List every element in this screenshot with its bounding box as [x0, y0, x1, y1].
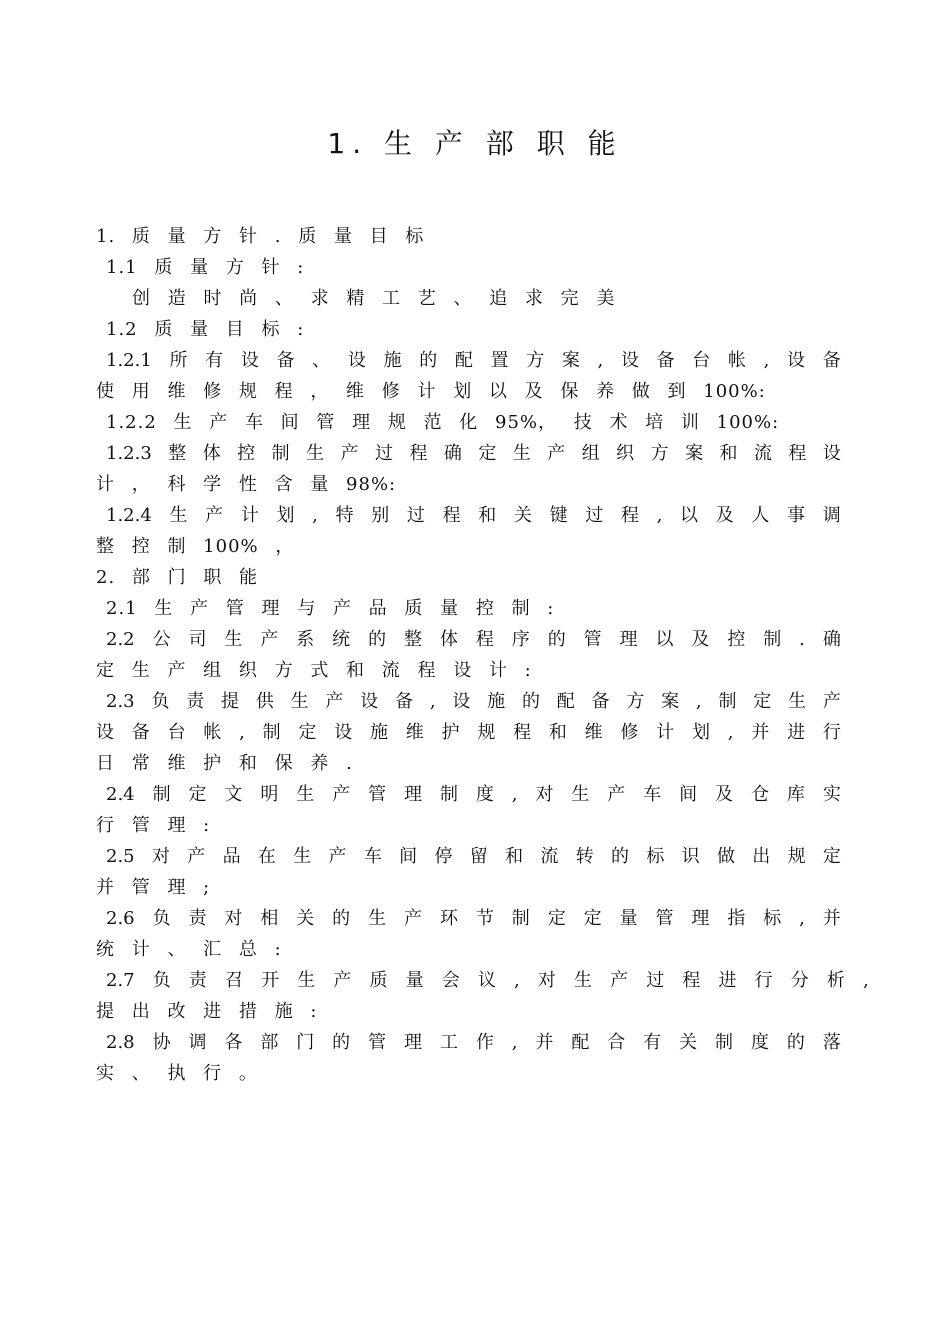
text-token: 的	[786, 1032, 805, 1053]
text-token: 计	[656, 722, 675, 743]
text-token: 并	[535, 1032, 554, 1053]
text-token: 合	[607, 1032, 626, 1053]
text-token: 统	[332, 629, 351, 650]
text-token: 停	[434, 846, 453, 867]
text-token: 间	[679, 784, 698, 805]
text-token: 体	[439, 629, 458, 650]
text-token: 的	[332, 1032, 351, 1053]
text-token: 指	[727, 908, 746, 929]
text-token: 产	[333, 970, 352, 991]
text-token: 制	[271, 443, 290, 464]
text-token: 的	[521, 691, 540, 712]
text-token: 分	[790, 970, 809, 991]
text-token: 流	[753, 443, 772, 464]
text-token: 别	[371, 505, 390, 526]
text-token: 落	[822, 1032, 841, 1053]
text-token: 及	[691, 629, 710, 650]
text-token: 及	[715, 784, 734, 805]
text-token: 护	[441, 722, 460, 743]
text-line: 创 造 时 尚 、 求 精 工 艺 、 追 求 完 美	[132, 288, 616, 309]
text-token: 特	[335, 505, 354, 526]
text-token: 设	[620, 350, 639, 371]
text-token: 生	[512, 443, 531, 464]
text-token: 会	[441, 970, 460, 991]
text-token: 度	[475, 784, 494, 805]
text-token: 设	[96, 722, 114, 743]
text-token: 2.4	[106, 784, 135, 805]
text-token: 键	[549, 505, 568, 526]
text-token: 有	[205, 350, 224, 371]
text-token: 整	[168, 443, 187, 464]
text-token: 并	[751, 722, 770, 743]
text-token: 召	[225, 970, 244, 991]
text-token: 并	[822, 908, 841, 929]
text-token: ,	[514, 970, 520, 991]
text-line: 整 控 制 100% ，	[96, 536, 295, 557]
text-token: 备	[131, 722, 150, 743]
text-token: ,	[597, 350, 604, 371]
text-token: 行	[754, 970, 773, 991]
text-token: 制	[152, 784, 171, 805]
text-line: 并 管 理 ;	[96, 877, 211, 898]
text-token: ,	[312, 505, 318, 526]
text-token: 的	[611, 846, 630, 867]
text-token: 规	[477, 722, 496, 743]
text-token: 产	[610, 970, 629, 991]
text-token: 系	[296, 629, 315, 650]
text-token: 2.8	[106, 1032, 135, 1053]
text-token: 量	[619, 908, 638, 929]
text-line: 定 生 产 组 织 方 式 和 流 程 设 计 :	[96, 660, 532, 681]
text-token: 车	[643, 784, 662, 805]
text-token: 案	[685, 443, 704, 464]
text-token: 生	[571, 784, 590, 805]
text-token: 过	[374, 443, 393, 464]
text-token: 议	[477, 970, 496, 991]
text-token: 有	[643, 1032, 662, 1053]
text-token: ,	[763, 350, 770, 371]
text-token: 维	[584, 722, 603, 743]
text-token: 调	[822, 505, 841, 526]
text-token: 备	[656, 350, 675, 371]
text-token: 库	[786, 784, 805, 805]
text-token: 设	[334, 722, 353, 743]
text-token: 制	[715, 1032, 734, 1053]
text-token: 文	[224, 784, 243, 805]
text-token: 程	[620, 505, 639, 526]
text-line: 使 用 维 修 规 程 ， 维 修 计 划 以 及 保 养 做 到 100%:	[96, 381, 766, 402]
text-token: 方	[626, 691, 645, 712]
text-line	[96, 779, 841, 810]
text-token: 度	[750, 1032, 769, 1053]
text-line	[96, 500, 841, 531]
text-token: 产	[547, 443, 566, 464]
text-token: 产	[340, 443, 359, 464]
text-token: 定	[822, 846, 841, 867]
text-token: 负	[152, 908, 171, 929]
text-token: ,	[239, 722, 245, 743]
text-token: 帐	[203, 722, 222, 743]
text-line: 2.1 生 产 管 理 与 产 品 质 量 控 制 :	[106, 598, 555, 619]
text-token: 工	[439, 1032, 458, 1053]
text-token: 设	[787, 350, 806, 371]
text-token: 产	[607, 784, 626, 805]
text-token: 负	[152, 970, 171, 991]
text-token: 施	[383, 350, 402, 371]
text-token: 过	[406, 505, 425, 526]
text-token: 关	[296, 908, 315, 929]
text-token: 体	[202, 443, 221, 464]
text-token: ,	[511, 784, 518, 805]
text-token: 仓	[750, 784, 769, 805]
text-line: 实 、 执 行 。	[96, 1063, 258, 1084]
text-token: 管	[655, 908, 674, 929]
text-token: 理	[404, 784, 423, 805]
text-token: 对	[537, 970, 556, 991]
text-token: 和	[505, 846, 524, 867]
text-token: 产	[187, 846, 206, 867]
text-token: 对	[535, 784, 554, 805]
text-line: 2. 部 门 职 能	[96, 567, 259, 588]
text-token: 节	[475, 908, 494, 929]
text-token: 制	[718, 691, 737, 712]
text-token: 提	[221, 691, 240, 712]
text-token: 备	[591, 691, 610, 712]
text-token: 关	[679, 1032, 698, 1053]
text-token: 环	[439, 908, 458, 929]
text-token: 管	[583, 629, 602, 650]
text-token: 确	[443, 443, 462, 464]
text-token: 2.6	[106, 908, 135, 929]
text-token: 2.5	[106, 846, 135, 867]
text-token: 标	[763, 908, 782, 929]
text-token: 量	[405, 970, 424, 991]
text-token: 帐	[727, 350, 746, 371]
text-token: 间	[399, 846, 418, 867]
text-token: 和	[719, 443, 738, 464]
text-token: 过	[585, 505, 604, 526]
text-token: 生	[224, 629, 243, 650]
text-line	[96, 903, 841, 934]
text-token: 部	[260, 1032, 279, 1053]
text-token: 定	[298, 722, 317, 743]
text-token: 计	[240, 505, 259, 526]
text-token: 制	[511, 908, 530, 929]
text-token: 制	[763, 629, 782, 650]
text-token: 品	[222, 846, 241, 867]
text-line: 计 ， 科 学 性 含 量 98%:	[96, 474, 397, 495]
text-token: 设	[347, 350, 366, 371]
text-token: 流	[540, 846, 559, 867]
text-token: 各	[224, 1032, 243, 1053]
text-token: 生	[296, 784, 315, 805]
text-token: 的	[547, 629, 566, 650]
text-token: 以	[655, 629, 674, 650]
text-token: 设	[452, 691, 471, 712]
text-token: 理	[404, 1032, 423, 1053]
text-token: 责	[188, 908, 207, 929]
text-token: 配	[571, 1032, 590, 1053]
text-token: 和	[478, 505, 497, 526]
text-token: 程	[409, 443, 428, 464]
text-token: 生	[574, 970, 592, 991]
text-token: 管	[368, 784, 387, 805]
text-line	[96, 965, 869, 996]
text-line	[96, 624, 841, 655]
text-token: 质	[369, 970, 388, 991]
text-token: 进	[718, 970, 737, 991]
text-token: 关	[513, 505, 532, 526]
text-token: 程	[788, 443, 807, 464]
text-line: 日 常 维 护 和 保 养 .	[96, 753, 353, 774]
text-token: 留	[469, 846, 488, 867]
text-token: 析	[826, 970, 845, 991]
text-token: 的	[332, 908, 351, 929]
text-token: 2.2	[106, 629, 135, 650]
text-token: 产	[404, 908, 423, 929]
text-token: 划	[276, 505, 295, 526]
text-token: 协	[152, 1032, 171, 1053]
text-token: 组	[581, 443, 600, 464]
text-token: ,	[695, 691, 702, 712]
text-token: 修	[620, 722, 639, 743]
text-token: 施	[487, 691, 506, 712]
text-token: 整	[404, 629, 423, 650]
text-token: 及	[715, 505, 734, 526]
text-token: 生	[290, 691, 309, 712]
page-title: 1. 生 产 部 职 能	[327, 127, 623, 160]
text-line: 1.2.2 生 产 车 间 管 理 规 范 化 95%， 技 术 培 训 100%:	[106, 412, 780, 433]
text-token: ,	[656, 505, 663, 526]
text-token: 作	[475, 1032, 494, 1053]
text-token: 生	[306, 443, 325, 464]
text-token: 的	[368, 629, 387, 650]
text-token: 相	[260, 908, 279, 929]
text-token: 台	[167, 722, 186, 743]
text-token: 方	[526, 350, 545, 371]
text-token: 标	[646, 846, 665, 867]
text-token: 生	[169, 505, 188, 526]
text-token: 程	[442, 505, 461, 526]
text-token: 以	[680, 505, 699, 526]
text-token: 台	[692, 350, 711, 371]
text-token: 案	[561, 350, 580, 371]
text-token: 产	[822, 691, 841, 712]
text-token: 备	[276, 350, 295, 371]
text-token: 事	[787, 505, 806, 526]
text-token: 司	[188, 629, 207, 650]
text-token: 控	[237, 443, 256, 464]
text-line	[96, 345, 841, 376]
text-token: 定	[753, 691, 772, 712]
text-token: 方	[650, 443, 669, 464]
text-token: 定	[547, 908, 566, 929]
text-token: ,	[799, 908, 805, 929]
text-token: 生	[297, 970, 316, 991]
text-token: 生	[788, 691, 807, 712]
text-token: 设	[822, 443, 841, 464]
text-line: 提 出 改 进 措 施 :	[96, 1001, 318, 1022]
text-token: 产	[332, 784, 351, 805]
text-token: .	[799, 629, 805, 650]
text-line: 1.1 质 量 方 针 :	[106, 257, 305, 278]
text-token: 1.2.4	[106, 505, 152, 526]
text-token: 定	[188, 784, 207, 805]
text-token: 的	[419, 350, 438, 371]
text-token: ,	[429, 691, 436, 712]
text-token: 配	[556, 691, 575, 712]
text-token: 转	[575, 846, 594, 867]
text-token: 供	[255, 691, 274, 712]
text-line	[96, 686, 841, 717]
text-token: 设	[240, 350, 259, 371]
text-token: 划	[692, 722, 711, 743]
text-token: 2.3	[106, 691, 135, 712]
text-token: 控	[727, 629, 746, 650]
text-token: 所	[169, 350, 188, 371]
text-token: ,	[863, 970, 869, 991]
text-token: 确	[822, 629, 841, 650]
text-token: 2.7	[106, 970, 135, 991]
text-token: 备	[395, 691, 414, 712]
text-token: 车	[363, 846, 382, 867]
text-token: 定	[478, 443, 497, 464]
text-token: ,	[727, 722, 734, 743]
text-token: 规	[787, 846, 806, 867]
text-token: 门	[296, 1032, 315, 1053]
text-token: 识	[681, 846, 700, 867]
text-token: 对	[151, 846, 170, 867]
text-token: 程	[513, 722, 532, 743]
text-token: 责	[186, 691, 205, 712]
text-token: 人	[751, 505, 770, 526]
text-token: 理	[619, 629, 638, 650]
text-token: 织	[616, 443, 635, 464]
text-token: 序	[511, 629, 530, 650]
document-body	[96, 221, 869, 1089]
text-line	[96, 1027, 841, 1058]
text-token: 设	[360, 691, 379, 712]
text-token: 生	[293, 846, 312, 867]
text-token: 管	[368, 1032, 387, 1053]
text-token: 定	[583, 908, 602, 929]
text-token: 产	[205, 505, 224, 526]
text-token: 、	[312, 350, 331, 371]
text-token: 负	[151, 691, 170, 712]
text-token: 维	[405, 722, 424, 743]
text-token: 1.2.3	[106, 443, 152, 464]
text-line: 统 计 、 汇 总 :	[96, 939, 282, 960]
text-token: 行	[822, 722, 841, 743]
text-token: 和	[548, 722, 567, 743]
text-token: 明	[260, 784, 279, 805]
text-token: 理	[691, 908, 710, 929]
text-token: 开	[261, 970, 280, 991]
text-token: 公	[152, 629, 171, 650]
text-token: 备	[822, 350, 841, 371]
text-token: 1.2.1	[106, 350, 152, 371]
text-token: 出	[752, 846, 771, 867]
text-line: 1.2 质 量 目 标 :	[106, 319, 305, 340]
text-token: 程	[475, 629, 494, 650]
text-token: 产	[328, 846, 347, 867]
text-token: 过	[646, 970, 665, 991]
text-token: ,	[511, 1032, 518, 1053]
text-token: 置	[490, 350, 509, 371]
text-token: 实	[822, 784, 841, 805]
text-token: 产	[325, 691, 344, 712]
text-line	[96, 717, 841, 748]
text-token: 制	[262, 722, 281, 743]
text-token: 调	[188, 1032, 207, 1053]
text-token: 案	[661, 691, 680, 712]
text-token: 施	[369, 722, 388, 743]
text-token: 程	[682, 970, 701, 991]
text-token: 配	[454, 350, 473, 371]
text-token: 对	[224, 908, 243, 929]
text-token: 产	[260, 629, 279, 650]
text-token: 制	[439, 784, 458, 805]
text-token: 在	[257, 846, 276, 867]
text-line: 1. 质 量 方 针 . 质 量 目 标	[96, 226, 425, 247]
text-line	[96, 438, 841, 469]
text-token: 做	[716, 846, 735, 867]
text-token: 责	[188, 970, 207, 991]
text-token: 进	[787, 722, 806, 743]
text-line: 行 管 理 :	[96, 815, 211, 836]
text-token: 生	[368, 908, 387, 929]
text-line	[96, 841, 841, 872]
